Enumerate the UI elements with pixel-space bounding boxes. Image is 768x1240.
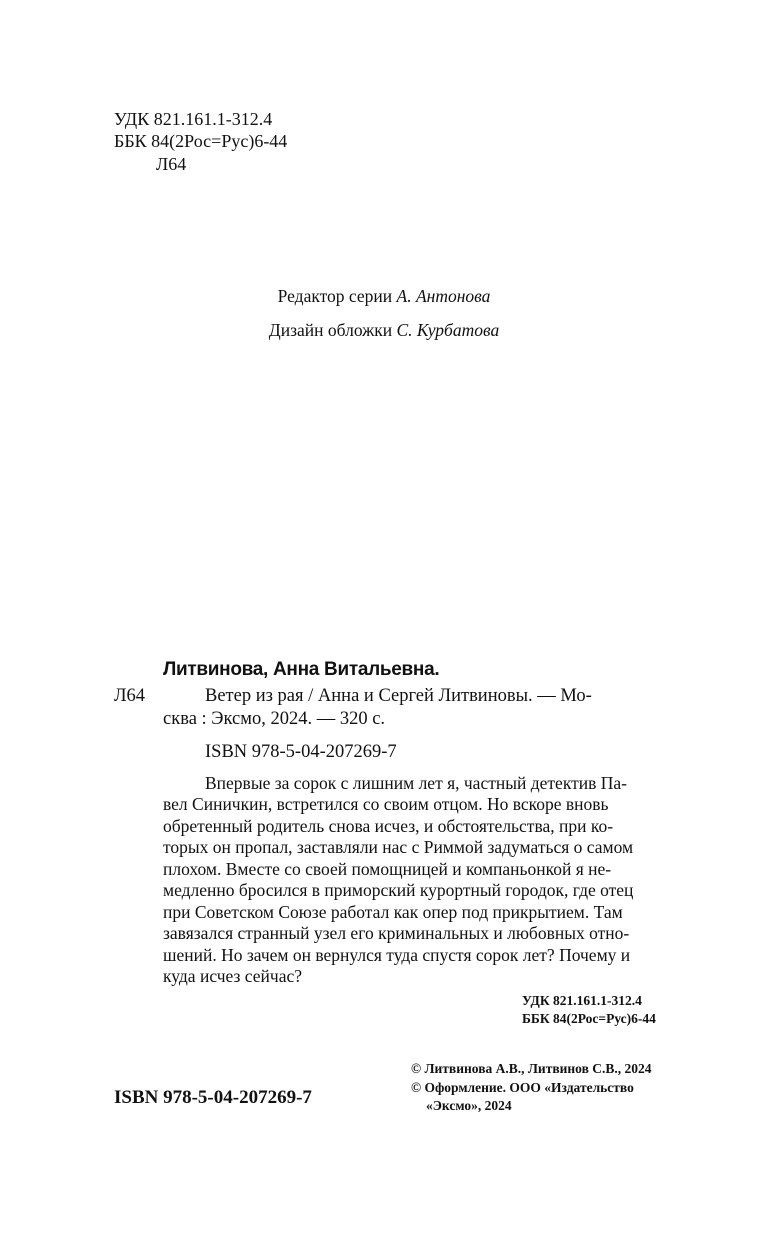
annotation-line: медленно бросился в приморский курортный городок, где отец xyxy=(163,880,634,900)
annotation-line: при Советском Союзе работал как опер под прикрытием. Там xyxy=(163,902,623,922)
annotation-line: торых он пропал, заставляли нас с Риммой задуматься о самом xyxy=(163,837,634,857)
bottom-udk-code: УДК 821.161.1-312.4 xyxy=(522,993,642,1008)
copyright-line-3: «Эксмо», 2024 xyxy=(426,1098,512,1113)
catalog-isbn: ISBN 978-5-04-207269-7 xyxy=(205,742,397,762)
annotation-line: Впервые за сорок с лишним лет я, частный детектив Па- xyxy=(205,773,627,793)
series-editor-name: А. Антонова xyxy=(396,286,491,306)
annotation-line: завязался странный узел его криминальных и любовных отно- xyxy=(163,923,630,943)
author-mark: Л64 xyxy=(156,154,187,174)
annotation-line: куда исчез сейчас? xyxy=(163,966,303,986)
catalog-author: Литвинова, Анна Витальевна. xyxy=(163,659,440,680)
annotation-line: вел Синичкин, встретился со своим отцом. Но вскоре вновь xyxy=(163,794,609,814)
copyright-line-1: © Литвинова А.В., Литвинов С.В., 2024 xyxy=(411,1061,652,1076)
udk-code: УДК 821.161.1-312.4 xyxy=(114,109,273,129)
bottom-bbk-code: ББК 84(2Рос=Рус)6-44 xyxy=(522,1011,656,1026)
series-editor-credit xyxy=(0,285,768,307)
cover-design-label: Дизайн обложки xyxy=(268,320,393,340)
isbn-footer: ISBN 978-5-04-207269-7 xyxy=(114,1087,312,1108)
copyright-line-2: © Оформление. ООО «Издательство xyxy=(411,1080,634,1095)
annotation-line: обретенный родитель снова исчез, и обстоятельства, при ко- xyxy=(163,816,614,836)
annotation-line: плохом. Вместе со своей помощницей и компаньонкой я не- xyxy=(163,859,612,879)
series-editor-label: Редактор серии xyxy=(277,286,393,306)
cover-design-credit xyxy=(0,319,768,341)
catalog-title-line-2: сква : Эксмо, 2024. — 320 с. xyxy=(163,709,386,729)
annotation-line: шений. Но зачем он вернулся туда спустя сорок лет? Почему и xyxy=(163,945,631,965)
cover-design-name: С. Курбатова xyxy=(396,320,500,340)
catalog-title-line-1: Ветер из рая / Анна и Сергей Литвиновы. — Мо- xyxy=(205,686,592,706)
catalog-author-mark: Л64 xyxy=(114,686,146,706)
bbk-code: ББК 84(2Рос=Рус)6-44 xyxy=(114,131,288,151)
